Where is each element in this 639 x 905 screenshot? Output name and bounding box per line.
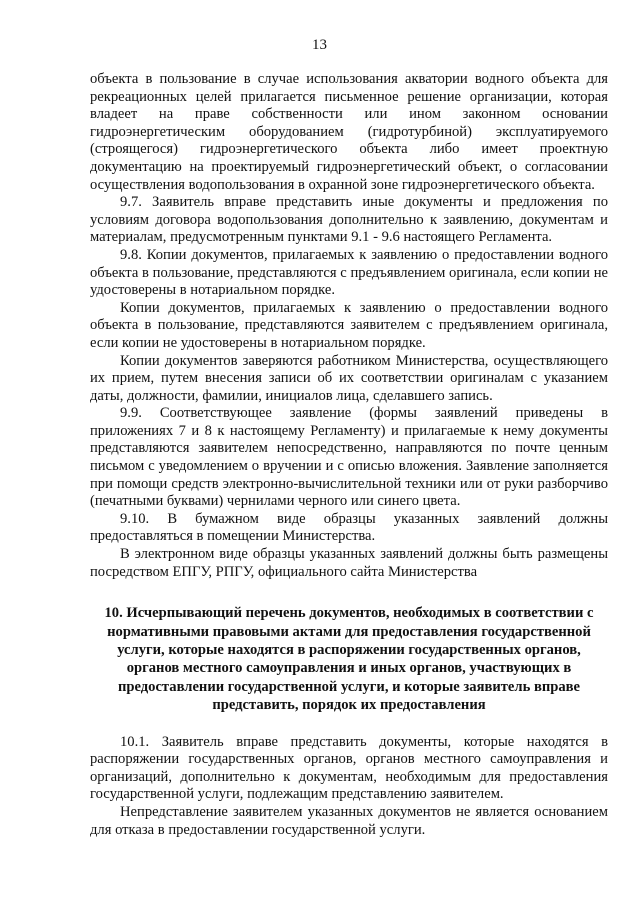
document-body bbox=[90, 71, 608, 839]
paragraph-9-8: 9.8. Копии документов, прилагаемых к заявлению о предоставлении водного объекта в пользование, представляются с предъявлением оригинала, если копии не удостоверены в нотариальном порядке. bbox=[90, 246, 608, 299]
page-number: 13 bbox=[312, 37, 327, 53]
paragraph-9-7: 9.7. Заявитель вправе представить иные документы и предложения по условиям договора водопользования дополнительно к заявлению, документам и материалам, предусмотренным пунктами 9.1 - 9.6 настоящего Регламента. bbox=[90, 194, 608, 246]
paragraph-10-1: 10.1. Заявитель вправе представить документы, которые находятся в распоряжении государственных органов, органов местного самоуправления и организаций, дополнительно к документам, необходимым для предоставления государственной услуги, подлежащим представлению заявителем. bbox=[90, 733, 608, 803]
paragraph-copies-submission: Копии документов, прилагаемых к заявлению о предоставлении водного объекта в пользование, представляются заявителем с предъявлением оригинала, если копии не удостоверены в нотариальном порядке. bbox=[90, 299, 608, 351]
paragraph-9-9: 9.9. Соответствующее заявление (формы заявлений приведены в приложениях 7 и 8 к настоящему Регламенту) и прилагаемые к нему документы представляются заявителем непосредственно, направляются по почте ценным письмом с уведомлением о вручении и с описью вложения. Заявление заполняется при помощи средств электронно-вычислительной техники или от руки разборчиво (печатными буквами) чернилами черного или синего цвета. bbox=[90, 405, 608, 510]
paragraph-9-10: 9.10. В бумажном виде образцы указанных заявлений должны предоставляться в помещении Министерства. bbox=[90, 510, 608, 545]
paragraph-copies-certification: Копии документов заверяются работником Министерства, осуществляющего их прием, путем внесения записи об их соответствии оригиналам с указанием даты, должности, фамилии, инициалов лица, сделавшего запись. bbox=[90, 352, 608, 404]
section-heading-10: 10. Исчерпывающий перечень документов, необходимых в соответствии с нормативными правовыми актами для предоставления государственной услуги, которые находятся в распоряжении государственных органов, органов местного самоуправления и иных органов, участвующих в предоставлении государственной услуги, и которые заявитель вправе представить, порядок их предоставления bbox=[104, 605, 594, 714]
paragraph-electronic-forms: В электронном виде образцы указанных заявлений должны быть размещены посредством ЕПГУ, РПГУ, официального сайта Министерства bbox=[90, 546, 608, 580]
paragraph-continuation: объекта в пользование в случае использования акватории водного объекта для рекреационных целей прилагается письменное решение организации, которая владеет на праве собственности или ином законном основании гидроэнергетическим оборудованием (гидротурбиной) эксплуатируемого (строящегося) гидроэнергетического объекта либо имеет проектную документацию на проектируемый гидроэнергетический объект, о согласовании осуществления водопользования в охранной зоне гидроэнергетического объекта. bbox=[90, 71, 608, 193]
paragraph-non-submission: Непредставление заявителем указанных документов не является основанием для отказа в предоставлении государственной услуги. bbox=[90, 804, 608, 838]
